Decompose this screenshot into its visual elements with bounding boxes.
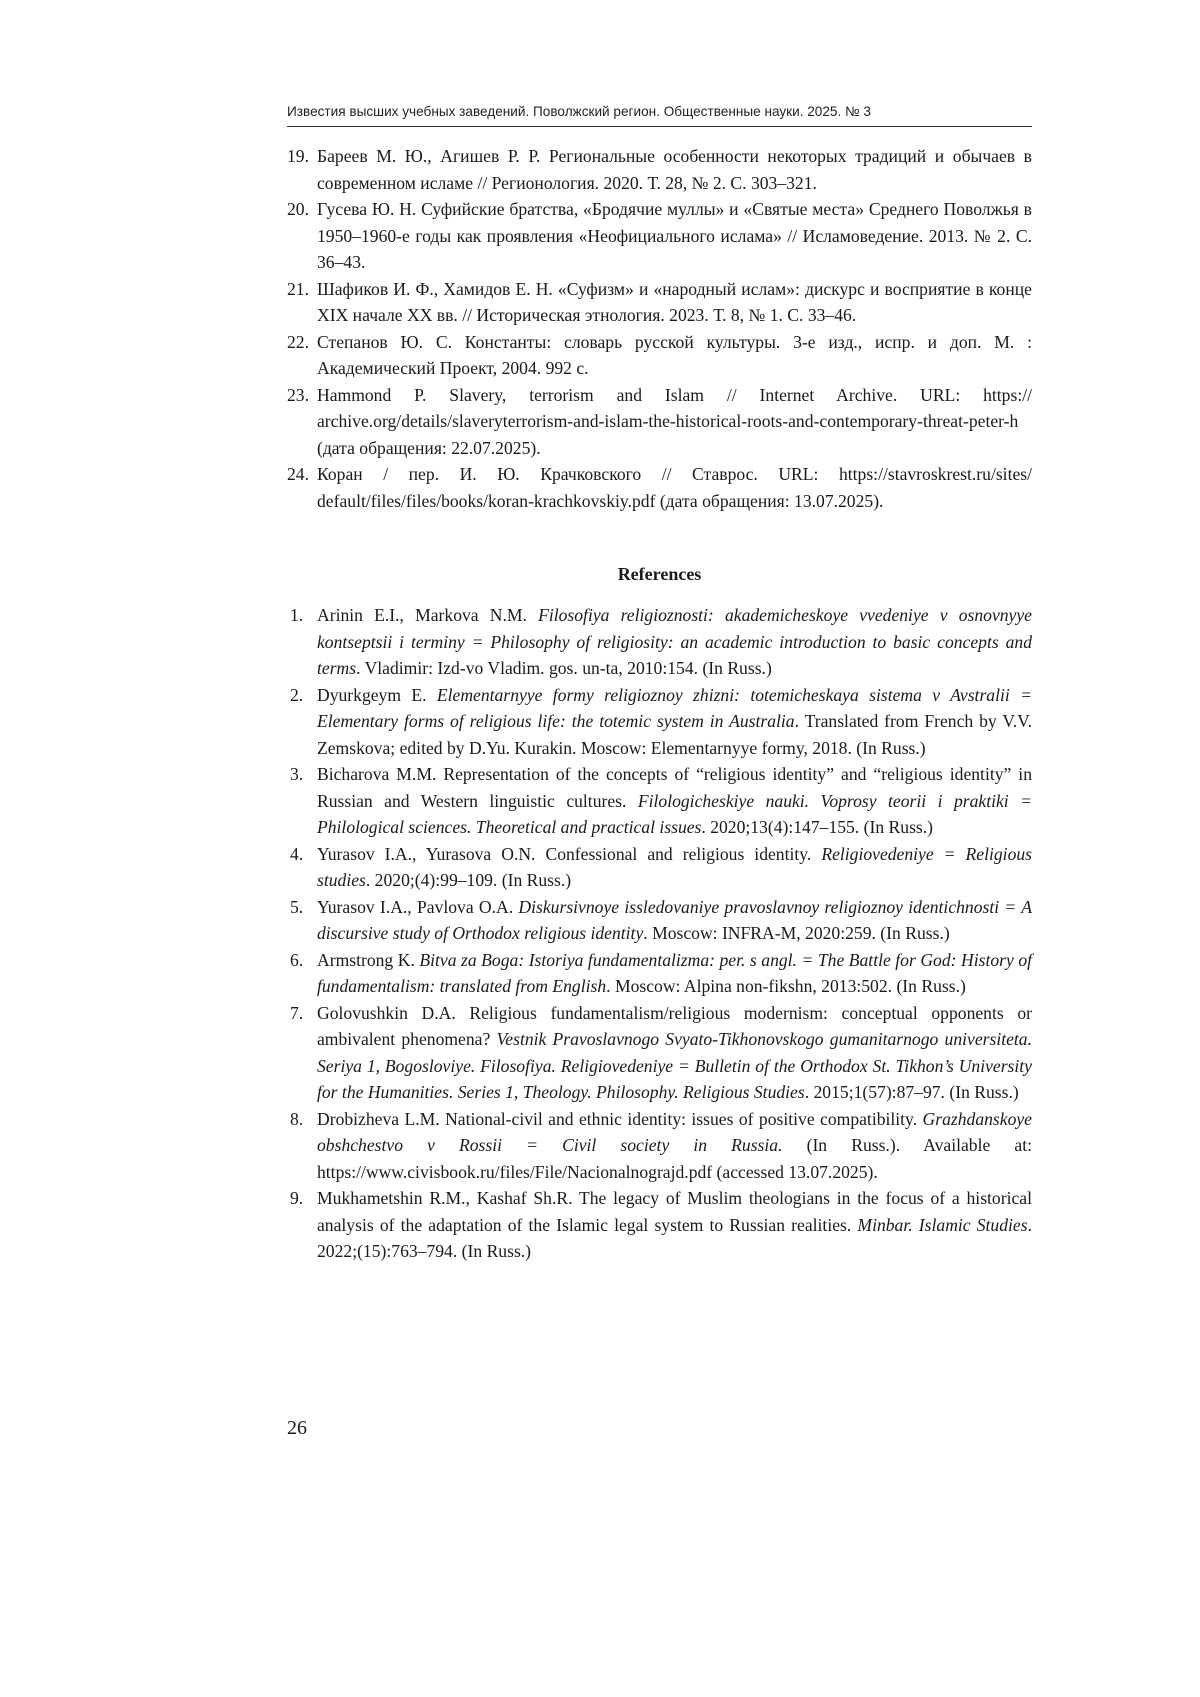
- reference-item: [287, 329, 1032, 382]
- reference-segment: . 2020;(4):99–109. (In Russ.): [365, 870, 572, 890]
- reference-item: [287, 761, 1032, 841]
- russian-reference-list: [287, 143, 1032, 514]
- reference-item: [287, 196, 1032, 276]
- reference-text: [317, 682, 1032, 762]
- references-heading: References: [617, 564, 702, 584]
- reference-title-italic: Filosofiya religioznosti: akademicheskoye vvedeniye v osnovnyye kontseptsii i terminy = Philosophy of religiosity: an academic introduction to basic concepts and terms: [317, 605, 1032, 678]
- reference-title-italic: Vestnik Pravoslavnogo Svyato-Tikhonovskogo gumanitarnogo universiteta. Seriya 1, Bogosloviye. Filosofiya. Religiovedeniye = Bulletin of the Orthodox St. Tikhon’s University for the Humanities. Series 1, Theology. Philosophy. Religious Studies: [317, 1029, 1032, 1102]
- reference-item: [287, 1185, 1032, 1265]
- header-rule: [287, 126, 1032, 127]
- reference-number: 24.: [287, 464, 309, 484]
- reference-item: [287, 682, 1032, 762]
- reference-item: [287, 841, 1032, 894]
- reference-segment: . 2015;1(57):87–97. (In Russ.): [804, 1082, 1019, 1102]
- reference-number: 3.: [290, 764, 304, 784]
- reference-text: [317, 1106, 1032, 1186]
- reference-segment: Arinin E.I., Markova N.M.: [317, 605, 539, 625]
- reference-title-italic: Religiovedeniye = Religious studies: [317, 843, 1033, 890]
- reference-number: 23.: [287, 384, 309, 405]
- reference-title-italic: Grazhdanskoye obshchestvo v Rossii = Civil society in Russia.: [317, 1108, 1032, 1155]
- reference-segment: Hammond P. Slavery, terrorism and Islam // Internet Archive. URL: https:// archive.org/details/slaveryterrorism-and-islam-the-historical-roots-and-contemporary-threat-peter-h (дата обращения: 22.07.2025).: [317, 384, 1032, 458]
- reference-segment: Drobizheva L.M. National-civil and ethnic identity: issues of positive compatibility.: [317, 1108, 923, 1129]
- reference-item: [287, 1106, 1032, 1186]
- reference-text: [317, 1185, 1032, 1265]
- reference-item: [287, 276, 1032, 329]
- reference-segment: . Moscow: INFRA-M, 2020:259. (In Russ.): [643, 923, 950, 943]
- reference-text: [317, 382, 1032, 462]
- reference-item: [287, 602, 1032, 682]
- reference-title-italic: Minbar. Islamic Studies: [857, 1214, 1028, 1235]
- reference-text: [317, 329, 1032, 382]
- page-number: 26: [287, 1417, 307, 1439]
- reference-number: 1.: [290, 605, 304, 625]
- reference-text: [317, 143, 1032, 196]
- reference-item: [287, 947, 1032, 1000]
- running-header: Известия высших учебных заведений. Поволжский регион. Общественные науки. 2025. № 3: [287, 104, 871, 119]
- reference-title-italic: Diskursivnoye issledovaniye pravoslavnoy religioznoy identichnosti = A discursive study of Orthodox religious identity: [317, 896, 1033, 943]
- reference-segment: Бареев М. Ю., Агишев Р. Р. Региональные особенности некоторых традиций и обычаев в современном исламе // Регионология. 2020. Т. 28, № 2. С. 303–321.: [317, 146, 1032, 193]
- reference-item: [287, 143, 1032, 196]
- reference-segment: Степанов Ю. С. Константы: словарь русской культуры. 3-е изд., испр. и доп. М. : Академический Проект, 2004. 992 с.: [317, 331, 1032, 378]
- reference-title-italic: Filologicheskiye nauki. Voprosy teorii i praktiki = Philological sciences. Theoretical and practical issues: [317, 790, 1032, 837]
- reference-number: 19.: [287, 146, 309, 166]
- reference-text: [317, 461, 1032, 514]
- reference-number: 5.: [290, 896, 304, 917]
- reference-text: [317, 276, 1032, 329]
- reference-segment: (In Russ.). Available at: https://www.civisbook.ru/files/File/Nacionalnograjd.pdf (accessed 13.07.2025).: [317, 1135, 1032, 1182]
- reference-number: 9.: [290, 1188, 304, 1208]
- reference-item: [287, 894, 1032, 947]
- reference-segment: Yurasov I.A., Yurasova O.N. Confessional and religious identity.: [317, 843, 822, 864]
- reference-segment: . Moscow: Alpina non-fikshn, 2013:502. (In Russ.): [606, 976, 966, 996]
- reference-number: 8.: [290, 1108, 304, 1129]
- reference-text: [317, 196, 1032, 276]
- reference-number: 6.: [290, 949, 304, 970]
- reference-text: [317, 894, 1032, 947]
- reference-number: 7.: [290, 1002, 304, 1023]
- reference-text: [317, 841, 1032, 894]
- reference-number: 4.: [290, 843, 304, 864]
- reference-number: 2.: [290, 684, 304, 705]
- reference-segment: Гусева Ю. Н. Суфийские братства, «Бродячие муллы» и «Святые места» Среднего Поволжья в 1950–1960-е годы как проявления «Неофициального ислама» // Исламоведение. 2013. № 2. С. 36–43.: [317, 199, 1032, 272]
- reference-segment: . 2022;(15):763–794. (In Russ.): [317, 1214, 1032, 1261]
- reference-segment: . Translated from French by V.V. Zemskova; edited by D.Yu. Kurakin. Moscow: Elementarnyye formy, 2018. (In Russ.): [317, 711, 1032, 758]
- reference-text: [317, 602, 1032, 682]
- reference-segment: Коран / пер. И. Ю. Крачковского // Ставрос. URL: https://stavroskrest.ru/sites/ default/files/files/books/koran-krachkovskiy.pdf (дата обращения: 13.07.2025).: [317, 464, 1032, 511]
- reference-item: [287, 382, 1032, 462]
- reference-number: 22.: [287, 331, 309, 352]
- reference-item: [287, 461, 1032, 514]
- reference-segment: Mukhametshin R.M., Kashaf Sh.R. The legacy of Muslim theologians in the focus of a historical analysis of the adaptation of the Islamic legal system to Russian realities.: [317, 1188, 1032, 1235]
- english-reference-list: [287, 602, 1032, 1265]
- reference-segment: . Vladimir: Izd-vo Vladim. gos. un-ta, 2010:154. (In Russ.): [356, 658, 772, 678]
- reference-number: 21.: [287, 278, 309, 299]
- reference-text: [317, 947, 1032, 1000]
- reference-number: 20.: [287, 199, 309, 219]
- reference-segment: Bicharova M.M. Representation of the concepts of “religious identity” and “religious identity” in Russian and Western linguistic cultures.: [317, 764, 1032, 811]
- reference-title-italic: Bitva za Boga: Istoriya fundamentalizma: per. s angl. = The Battle for God: History of fundamentalism: translated from English: [317, 949, 1032, 996]
- reference-segment: Yurasov I.A., Pavlova O.A.: [317, 896, 519, 917]
- reference-segment: . 2020;13(4):147–155. (In Russ.): [701, 817, 934, 837]
- reference-text: [317, 761, 1032, 841]
- reference-segment: Шафиков И. Ф., Хамидов Е. Н. «Суфизм» и «народный ислам»: дискурс и восприятие в конце XIX начале XX вв. // Историческая этнология. 2023. Т. 8, № 1. С. 33–46.: [317, 278, 1032, 325]
- reference-segment: Dyurkgeym E.: [317, 684, 437, 705]
- reference-text: [317, 1000, 1032, 1106]
- reference-item: [287, 1000, 1032, 1106]
- reference-segment: Golovushkin D.A. Religious fundamentalism/religious modernism: conceptual opponents or ambivalent phenomena?: [317, 1002, 1032, 1049]
- reference-title-italic: Elementarnyye formy religioznoy zhizni: totemicheskaya sistema v Avstralii = Elementary forms of religious life: the totemic system in Australia: [317, 684, 1032, 731]
- reference-segment: Armstrong K.: [317, 949, 420, 970]
